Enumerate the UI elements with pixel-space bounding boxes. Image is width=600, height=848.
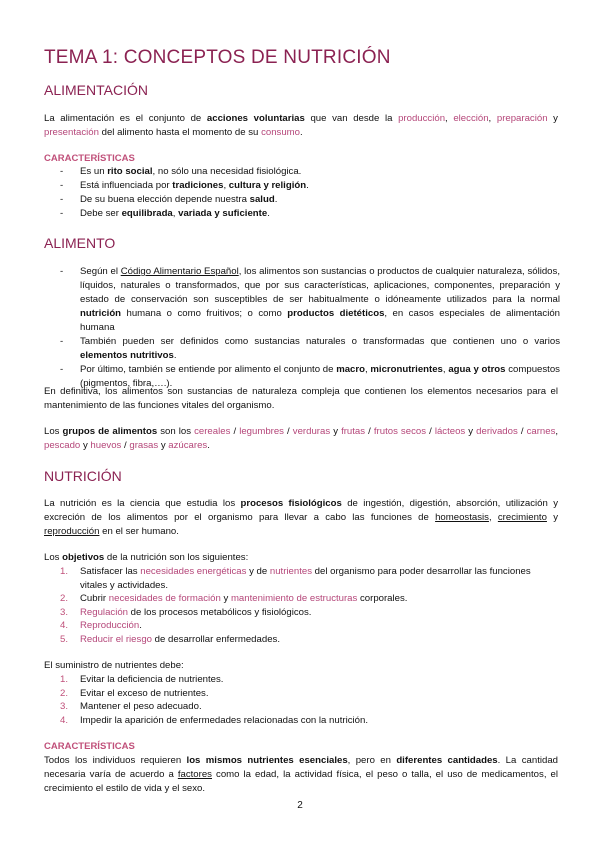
list-item: 1. Evitar la deficiencia de nutrientes.	[60, 674, 224, 685]
heading-caracteristicas-nutricion: CARACTERÍSTICAS	[44, 741, 135, 752]
alimentacion-paragraph: La alimentación es el conjunto de acciones voluntarias que van desde la producción, elección, preparación y presentación del alimento hasta el momento de su consumo.	[44, 113, 558, 138]
page-number: 2	[297, 800, 303, 811]
caracteristicas-paragraph: Todos los individuos requieren los mismos nutrientes esenciales, pero en diferentes cantidades. La cantidad necesaria varía de acuerdo a factores como la edad, la actividad física, el peso o talla, el uso de medicamentos, el crecimiento el estilo de vida y el sexo.	[44, 755, 558, 794]
list-item: 3. Mantener el peso adecuado.	[60, 701, 202, 712]
list-item: - Debe ser equilibrada, variada y suficiente.	[60, 208, 270, 219]
list-item: 4. Reproducción.	[60, 620, 142, 631]
caracteristicas-list	[60, 165, 560, 221]
heading-alimento: ALIMENTO	[44, 235, 116, 251]
list-item: 3. Regulación de los procesos metabólicos y fisiológicos.	[60, 606, 312, 618]
objetivos-list	[60, 565, 560, 646]
objetivos-intro: Los objetivos de la nutrición son los siguientes:	[44, 552, 249, 563]
list-item: - También pueden ser definidos como sustancias naturales o transformadas que contienen uno o varios elementos nutritivos.	[60, 336, 560, 361]
list-item: - Según el Código Alimentario Español, los alimentos son sustancias o productos de cualquier naturaleza, sólidos, líquidos, naturales o transformados, que por sus características, aplicaciones, componentes, preparación y estado de conservación son susceptibles de ser habitualmente o idóneamente utilizados para la normal nutrición humana o como fruitivos; o como productos dietéticos, en casos especiales de alimentación humana	[60, 266, 560, 333]
list-item: - De su buena elección depende nuestra salud.	[60, 194, 278, 205]
list-item: - Es un rito social, no sólo una necesidad fisiológica.	[60, 166, 302, 177]
list-item: - Por último, también se entiende por alimento el conjunto de macro, micronutrientes, agua y otros compuestos (pigmentos, fibra,….).	[60, 364, 560, 389]
suministro-intro: El suministro de nutrientes debe:	[44, 660, 184, 671]
list-item: 5. Reducir el riesgo de desarrollar enfermedades.	[60, 633, 280, 645]
list-item: 4. Impedir la aparición de enfermedades relacionadas con la nutrición.	[60, 714, 368, 726]
heading-nutricion: NUTRICIÓN	[44, 468, 122, 484]
list-item: 2. Cubrir necesidades de formación y mantenimiento de estructuras corporales.	[60, 593, 408, 604]
list-item: 1. Satisfacer las necesidades energéticas y de nutrientes del organismo para poder desarrollar las funciones vitales y actividades.	[60, 566, 531, 591]
heading-caracteristicas-alimentacion: CARACTERÍSTICAS	[44, 153, 135, 164]
alimento-conclusion: En definitiva, los alimentos son sustancias de naturaleza compleja que contienen los elementos necesarios para el mantenimiento de las funciones vitales del organismo.	[44, 386, 558, 411]
list-item: 2. Evitar el exceso de nutrientes.	[60, 687, 209, 699]
grupos-alimentos: Los grupos de alimentos son los cereales / legumbres / verduras y frutas / frutos secos / lácteos y derivados / carnes, pescado y huevos / grasas y azúcares.	[44, 426, 559, 451]
alimento-list	[60, 265, 560, 391]
list-item: - Está influenciada por tradiciones, cultura y religión.	[60, 180, 309, 191]
page-title: TEMA 1: CONCEPTOS DE NUTRICIÓN	[44, 47, 391, 68]
nutricion-paragraph: La nutrición es la ciencia que estudia los procesos fisiológicos de ingestión, digestión, absorción, utilización y excreción de los alimentos por el organismo para llevar a cabo las funciones de homeostasis, crecimiento y reproducción en el ser humano.	[44, 498, 558, 537]
suministro-list	[60, 673, 560, 727]
heading-alimentacion: ALIMENTACIÓN	[44, 82, 148, 98]
